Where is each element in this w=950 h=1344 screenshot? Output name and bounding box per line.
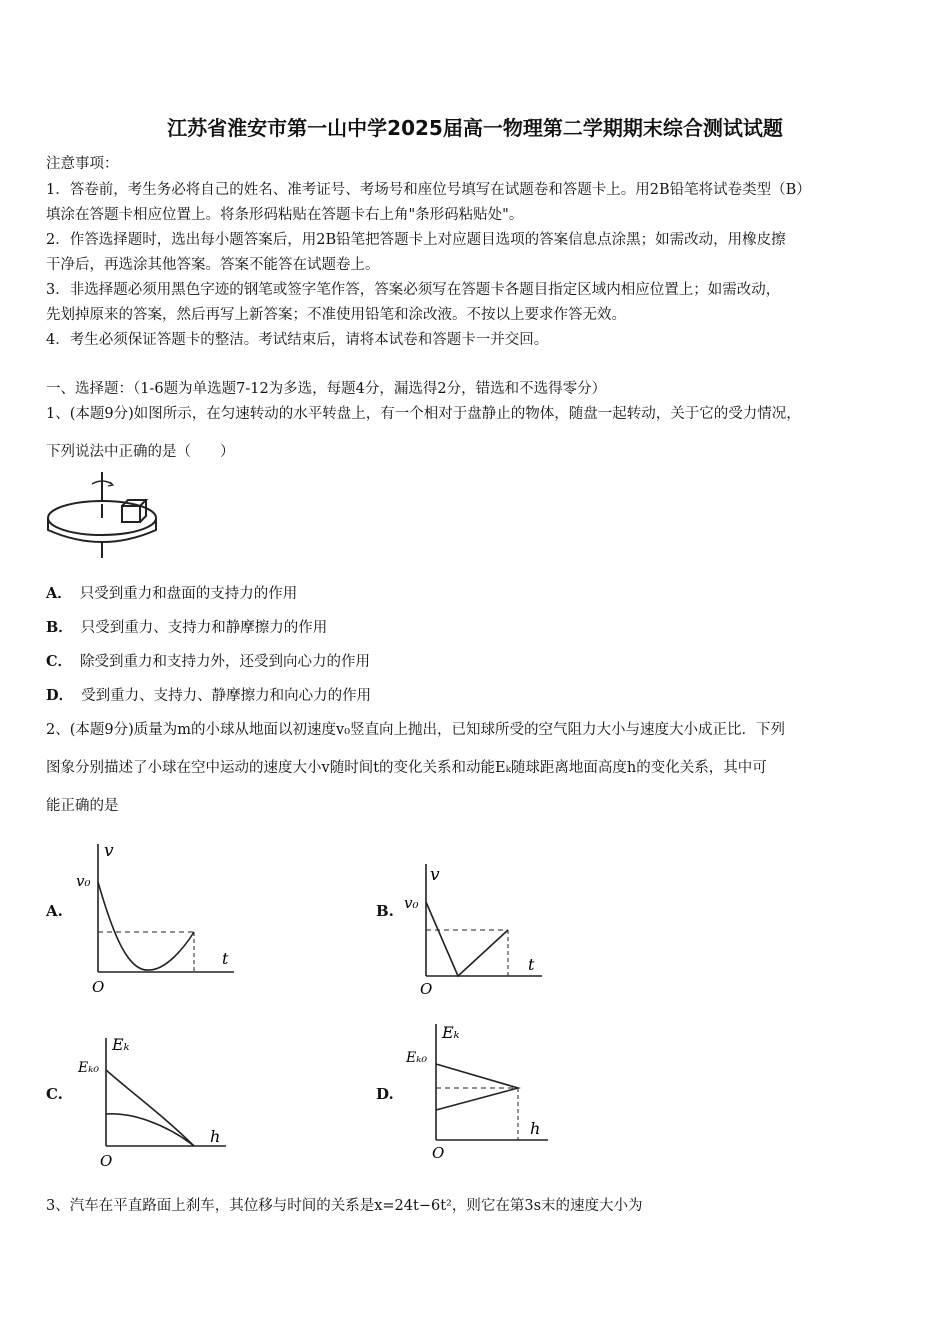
notice-heading: 注意事项： — [46, 156, 119, 172]
q3-stem: 3、汽车在平直路面上刹车，其位移与时间的关系是x=24t−6t²，则它在第3s末的速度大小为 — [46, 1198, 643, 1214]
q1-option-b[interactable]: B． 只受到重力、支持力和静摩擦力的作用 — [46, 619, 328, 636]
q2-label-c[interactable]: C. — [46, 1085, 63, 1103]
origin-label: O — [420, 980, 433, 998]
tick-label: Eₖ₀ — [406, 1050, 427, 1066]
q2-label-d[interactable]: D. — [376, 1085, 394, 1103]
tick-label: v₀ — [404, 894, 419, 912]
q1-option-d[interactable]: D． 受到重力、支持力、静摩擦力和向心力的作用 — [46, 687, 372, 704]
axis-label: Eₖ — [442, 1023, 460, 1042]
q1-option-a[interactable]: A． 只受到重力和盘面的支持力的作用 — [46, 585, 298, 602]
q1-stem: 1、(本题9分)如图所示，在匀速转动的水平转盘上，有一个相对于盘静止的物体，随盘一起转动，关于它的受力情况， — [46, 406, 801, 422]
page-title: 江苏省淮安市第一山中学2025届高一物理第二学期期末综合测试试题 — [167, 116, 783, 140]
axis-label: Eₖ — [112, 1035, 130, 1054]
q2-label-a[interactable]: A. — [46, 902, 63, 920]
origin-label: O — [92, 978, 105, 996]
notice-line: 1．答卷前，考生务必将自己的姓名、准考证号、考场号和座位号填写在试题卷和答题卡上。用2B铅笔将试卷类型（B） — [46, 182, 811, 198]
q2-stem: 2、(本题9分)质量为m的小球从地面以初速度v₀竖直向上抛出，已知球所受的空气阻力大小与速度大小成正比．下列 — [46, 722, 786, 738]
notice-line: 填涂在答题卡相应位置上。将条形码粘贴在答题卡右上角"条形码粘贴处"。 — [46, 207, 524, 223]
notice-line: 4．考生必须保证答题卡的整洁。考试结束后，请将本试卷和答题卡一并交回。 — [46, 332, 549, 348]
tick-label: v₀ — [76, 872, 91, 890]
axis-label: t — [528, 955, 535, 974]
origin-label: O — [432, 1144, 445, 1162]
axis-label: v — [430, 865, 440, 885]
notice-line: 先划掉原来的答案，然后再写上新答案；不准使用铅笔和涂改液。不按以上要求作答无效。 — [46, 307, 626, 323]
axis-label: v — [104, 841, 114, 861]
axis-label: t — [222, 949, 229, 968]
q2-stem: 能正确的是 — [46, 798, 119, 814]
axis-label: h — [530, 1119, 541, 1138]
graph-b — [402, 858, 552, 998]
q2-label-b[interactable]: B. — [376, 902, 394, 920]
origin-label: O — [100, 1152, 113, 1170]
q1-stem: 下列说法中正确的是（ ） — [46, 444, 235, 460]
axis-label: h — [210, 1127, 221, 1146]
notice-line: 干净后，再选涂其他答案。答案不能答在试题卷上。 — [46, 257, 380, 273]
graph-d — [402, 1018, 562, 1164]
notice-line: 2．作答选择题时，选出每小题答案后，用2B铅笔把答题卡上对应题目选项的答案信息点涂黑；如需改动，用橡皮擦 — [46, 232, 786, 248]
section-heading: 一、选择题：（1-6题为单选题7-12为多选，每题4分，漏选得2分，错选和不选得零分） — [46, 381, 607, 397]
turntable-figure — [44, 470, 164, 560]
graph-c — [76, 1030, 236, 1170]
notice-line: 3．非选择题必须用黑色字迹的钢笔或签字笔作答，答案必须写在答题卡各题目指定区域内相应位置上；如需改动， — [46, 282, 781, 298]
graph-a — [74, 838, 244, 998]
q1-option-c[interactable]: C． 除受到重力和支持力外，还受到向心力的作用 — [46, 653, 371, 670]
tick-label: Eₖ₀ — [78, 1060, 99, 1076]
q2-stem: 图象分别描述了小球在空中运动的速度大小v随时间t的变化关系和动能Eₖ随球距离地面高度h的变化关系，其中可 — [46, 760, 767, 776]
